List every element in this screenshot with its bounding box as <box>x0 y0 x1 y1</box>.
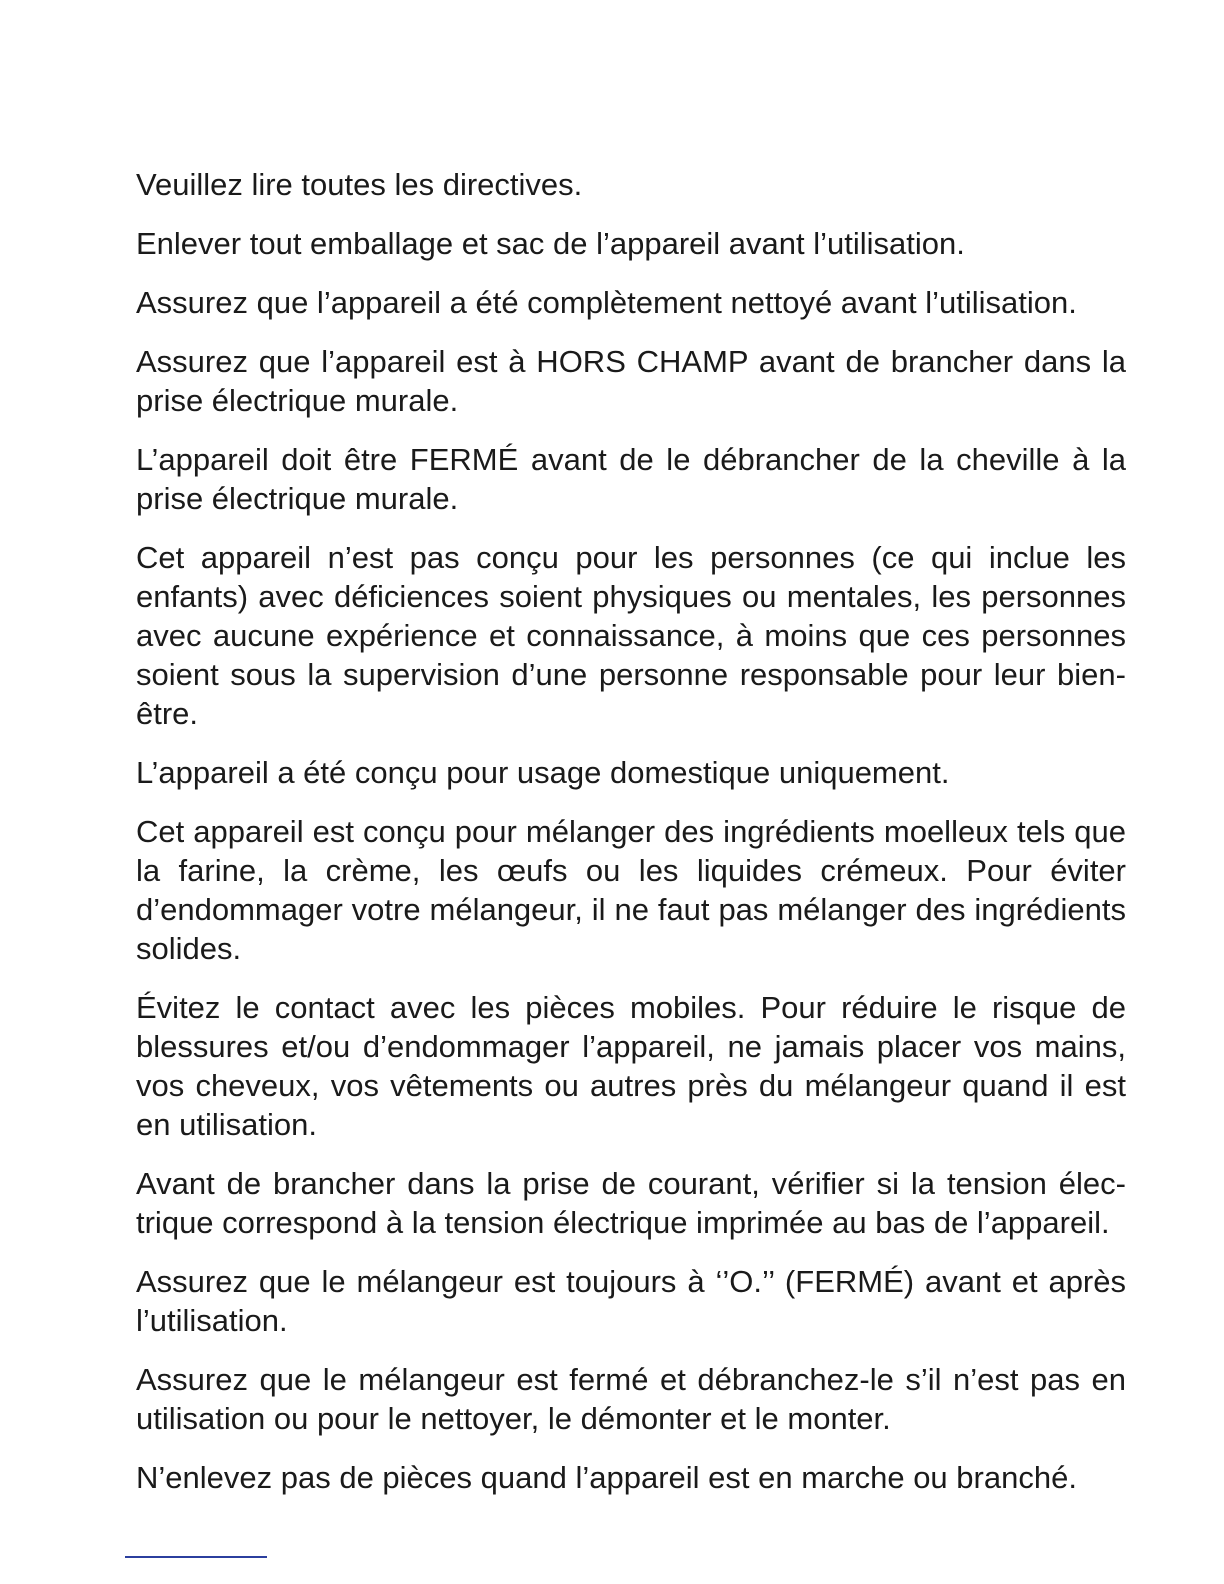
instruction-paragraph: Évitez le contact avec les pièces mobiles. Pour réduire le risque de blessures et/ou d’endommager l’appareil, ne jamais placer vos mains, vos cheveux, vos vêtements ou autres près du mélangeur quand il est en utilisation. <box>136 990 1126 1142</box>
instruction-paragraph: Assurez que le mélangeur est toujours à ‘’O.’’ (FERMÉ) avant et après l’utilisation. <box>136 1264 1126 1338</box>
instruction-paragraph: Assurez que le mélangeur est fermé et débranchez-le s’il n’est pas en utilisation ou pour le nettoyer, le démonter et le monter. <box>136 1362 1126 1436</box>
instructions-body <box>136 165 1126 1517</box>
instruction-paragraph: Assurez que l’appareil a été complètement nettoyé avant l’utilisation. <box>136 285 1077 320</box>
instruction-paragraph: N’enlevez pas de pièces quand l’appareil est en marche ou branché. <box>136 1460 1077 1495</box>
instruction-paragraph: Avant de brancher dans la prise de courant, vérifier si la tension élec-trique correspond à la tension électrique imprimée au bas de l’appareil. <box>136 1166 1126 1240</box>
instruction-paragraph: Cet appareil est conçu pour mélanger des ingrédients moelleux tels que la farine, la crème, les œufs ou les liquides crémeux. Pour éviter d’endommager votre mélangeur, il ne faut pas mélanger des ingrédients solides. <box>136 814 1126 966</box>
footer-divider <box>125 1556 267 1558</box>
instruction-paragraph: L’appareil a été conçu pour usage domestique uniquement. <box>136 755 950 790</box>
instruction-paragraph: Assurez que l’appareil est à HORS CHAMP avant de brancher dans la prise électrique murale. <box>136 344 1126 418</box>
instruction-paragraph: Veuillez lire toutes les directives. <box>136 167 583 202</box>
instruction-paragraph: Cet appareil n’est pas conçu pour les personnes (ce qui inclue les enfants) avec déficiences soient physiques ou mentales, les personnes avec aucune expérience et connaissance, à moins que ces personnes soient sous la supervision d’une personne responsable pour leur bien-être. <box>136 540 1126 731</box>
instruction-paragraph: Enlever tout emballage et sac de l’appareil avant l’utilisation. <box>136 226 965 261</box>
instruction-paragraph: L’appareil doit être FERMÉ avant de le débrancher de la cheville à la prise électrique murale. <box>136 442 1126 516</box>
